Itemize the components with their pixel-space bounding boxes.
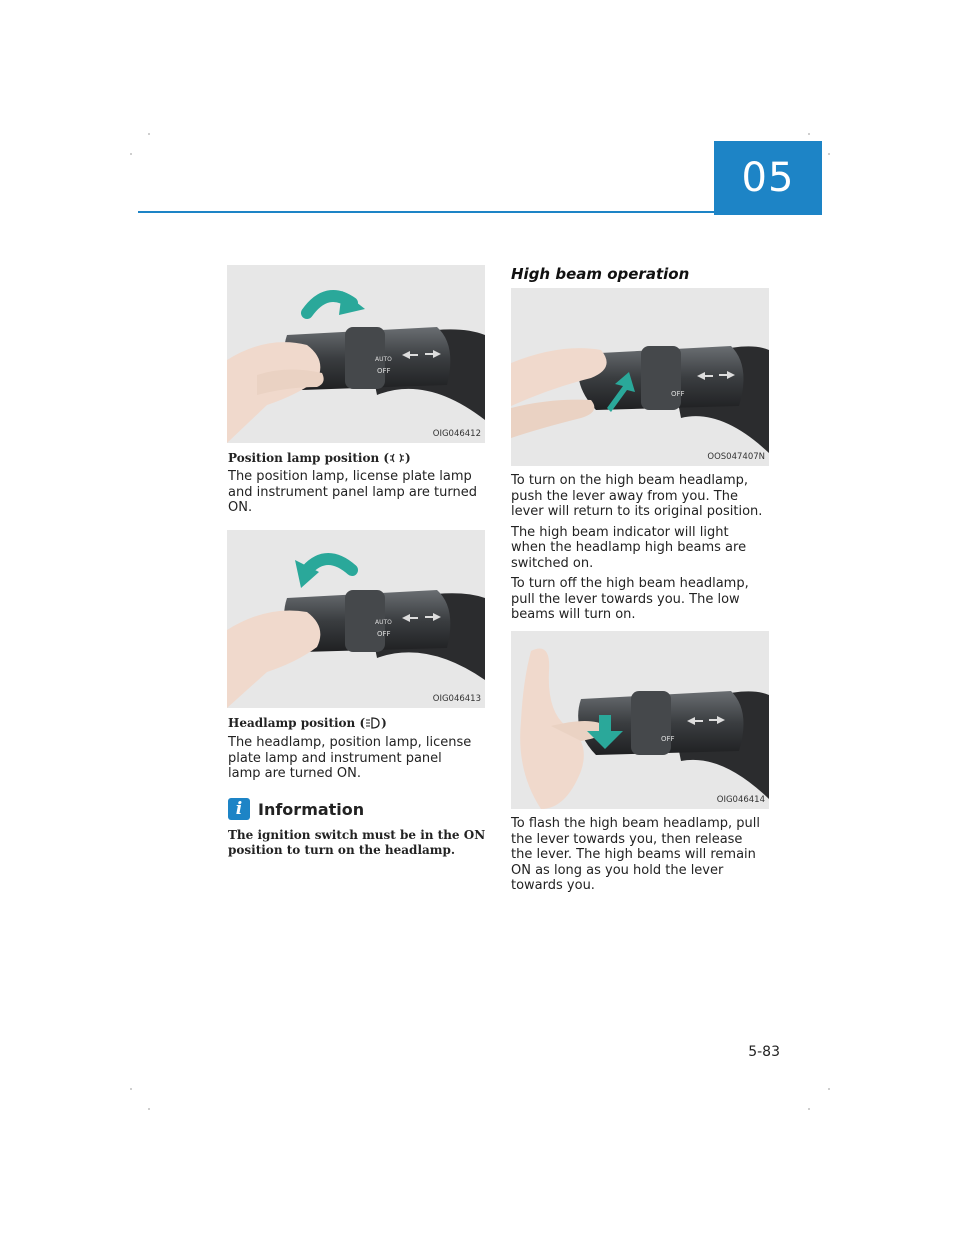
lever-label-auto: AUTO (375, 619, 392, 626)
crop-mark (828, 153, 830, 155)
lever-illustration (227, 530, 485, 708)
lever-label-off: OFF (377, 367, 391, 375)
crop-mark (130, 153, 132, 155)
section-title: High beam operation (511, 265, 690, 283)
information-header (228, 798, 364, 820)
headlamp-text: The headlamp, position lamp, license plate lamp and instrument panel lamp are turned ON. (228, 735, 472, 781)
lever-label-off: OFF (661, 735, 675, 743)
flash-text: To flash the high beam headlamp, pull the lever towards you, then release the lever. The high beams will remain ON as long as you hold the lever towards you. (511, 816, 760, 893)
info-icon: i (228, 798, 250, 820)
position-lamp-icon (390, 452, 404, 464)
crop-mark (828, 1088, 830, 1090)
figure-code: OIG046413 (432, 694, 481, 704)
chapter-number: 05 (741, 155, 795, 201)
lever-illustration (227, 265, 485, 443)
crop-mark (130, 1088, 132, 1090)
figure-headlamp (227, 530, 485, 708)
figure-high-beam-flash (511, 631, 769, 809)
headlamp-icon (366, 717, 380, 729)
position-lamp-text: The position lamp, license plate lamp and instrument panel lamp are turned ON. (228, 469, 477, 515)
chapter-tab (714, 141, 822, 215)
position-lamp-heading: Position lamp position ( ) (228, 451, 411, 465)
headlamp-heading: Headlamp position ( ) (228, 716, 387, 730)
chapter-rule (138, 211, 714, 213)
figure-code: OOS047407N (707, 452, 765, 462)
high-beam-text: To turn on the high beam headlamp, push the lever away from you. The lever will return to its original position. The high beam indicator will light when the headlamp high beams are switched on. To turn off the high beam headlamp, pull the lever towards you. The low beams will turn on. (511, 473, 763, 622)
crop-mark (148, 133, 150, 135)
figure-high-beam-push (511, 288, 769, 466)
lever-illustration (511, 288, 769, 466)
information-text: The ignition switch must be in the ON position to turn on the headlamp. (228, 828, 486, 857)
lever-label-auto: AUTO (375, 356, 392, 363)
figure-position-lamp (227, 265, 485, 443)
page-number: 5-83 (748, 1044, 780, 1060)
crop-mark (808, 133, 810, 135)
curved-arrow-icon (307, 559, 352, 570)
figure-code: OIG046412 (432, 429, 481, 439)
lever-label-off: OFF (671, 390, 685, 398)
lever-label-off: OFF (377, 630, 391, 638)
crop-mark (808, 1108, 810, 1110)
crop-mark (148, 1108, 150, 1110)
lever-illustration (511, 631, 769, 809)
figure-code: OIG046414 (716, 795, 765, 805)
information-title: Information (258, 799, 365, 819)
